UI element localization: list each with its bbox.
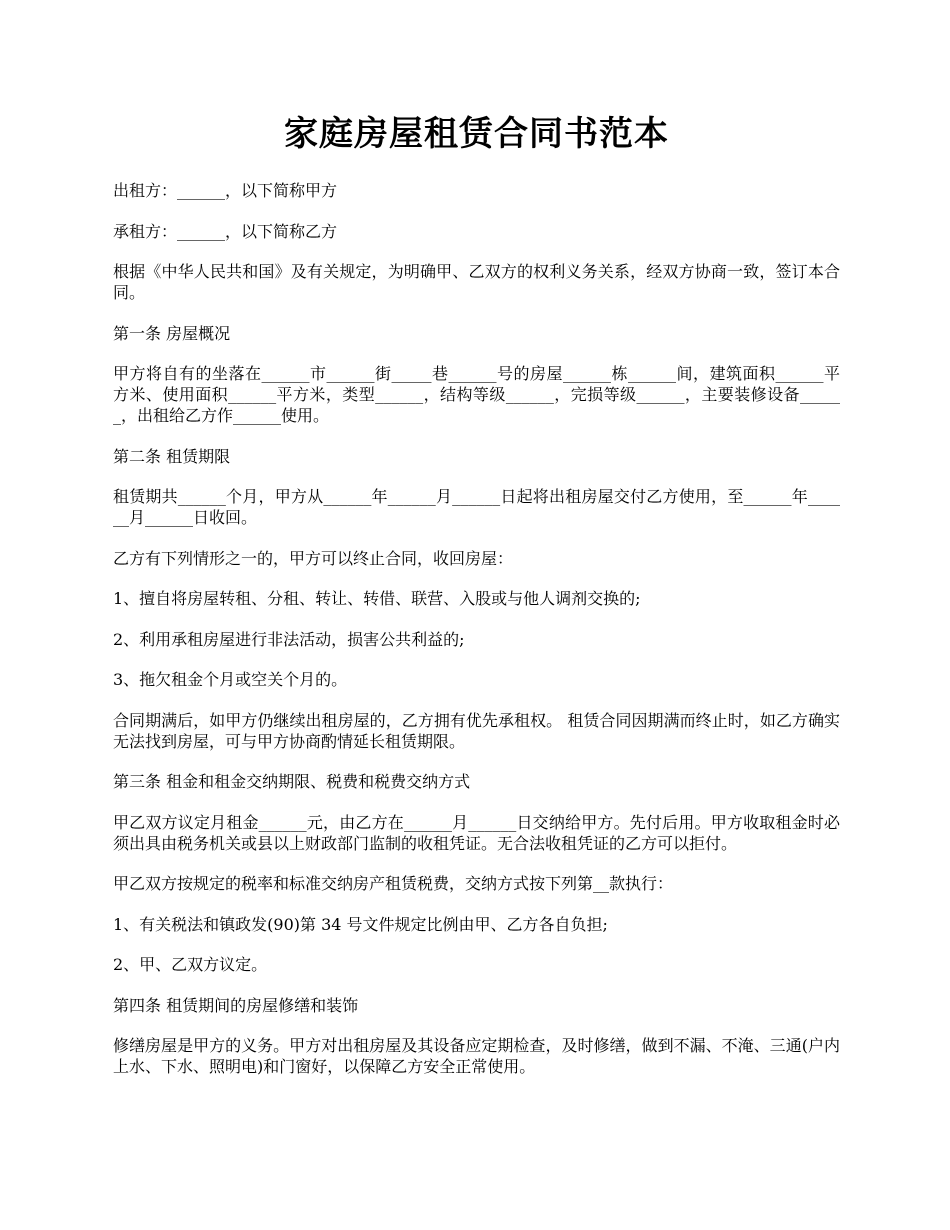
tax-item-1: 1、有关税法和镇政发(90)第 34 号文件规定比例由甲、乙方各自负担; xyxy=(113,914,608,934)
tax-item-2: 2、甲、乙双方议定。 xyxy=(113,955,268,974)
document-title: 家庭房屋租赁合同书范本 xyxy=(284,114,669,154)
termination-intro: 乙方有下列情形之一的，甲方可以终止合同，收回房屋： xyxy=(113,548,514,568)
lessor-line: 出租方：______，以下简称甲方 xyxy=(113,181,338,200)
termination-item-2: 2、利用承租房屋进行非法活动，损害公共利益的; xyxy=(113,629,465,649)
lessee-line: 承租方：______，以下简称乙方 xyxy=(113,221,338,241)
termination-item-3: 3、拖欠租金个月或空关个月的。 xyxy=(113,670,348,689)
article-3-heading: 第三条 租金和租金交纳期限、税费和税费交纳方式 xyxy=(113,772,471,791)
lease-term-paragraph: 租赁期共______个月，甲方从______年______月______日起将出租房屋交付乙方使用，至______年______月______日收回。 xyxy=(113,487,840,527)
rent-paragraph: 甲乙双方议定月租金______元，由乙方在______月______日交纳给甲方。先付后用。甲方收取租金时必须出具由税务机关或县以上财政部门监制的收租凭证。无合法收租凭证的乙方可以拒付。 xyxy=(113,812,840,853)
preamble-paragraph: 根据《中华人民共和国》及有关规定，为明确甲、乙双方的权利义务关系，经双方协商一致，签订本合同。 xyxy=(113,262,840,302)
article-4-heading: 第四条 租赁期间的房屋修缮和装饰 xyxy=(113,995,359,1015)
repair-paragraph: 修缮房屋是甲方的义务。甲方对出租房屋及其设备应定期检查，及时修缮，做到不漏、不淹、三通(户内上水、下水、照明电)和门窗好，以保障乙方安全正常使用。 xyxy=(113,1036,840,1076)
tax-paragraph: 甲乙双方按规定的税率和标准交纳房产租赁税费，交纳方式按下列第__款执行： xyxy=(113,874,674,893)
article-1-body: 甲方将自有的坐落在______市______街_____巷______号的房屋______栋______间，建筑面积______平方米、使用面积______平方米，类型______，结构等级______，完损等级______，主要装修设备______，出租给乙方作______使用。 xyxy=(113,364,840,425)
termination-item-1: 1、擅自将房屋转租、分租、转让、转借、联营、入股或与他人调剂交换的; xyxy=(113,589,641,608)
document-page xyxy=(113,0,840,1097)
renewal-paragraph: 合同期满后，如甲方仍继续出租房屋的，乙方拥有优先承租权。 租赁合同因期满而终止时，如乙方确实无法找到房屋，可与甲方协商酌情延长租赁期限。 xyxy=(113,710,840,751)
article-1-heading: 第一条 房屋概况 xyxy=(113,323,231,343)
article-2-heading: 第二条 租赁期限 xyxy=(113,446,231,466)
